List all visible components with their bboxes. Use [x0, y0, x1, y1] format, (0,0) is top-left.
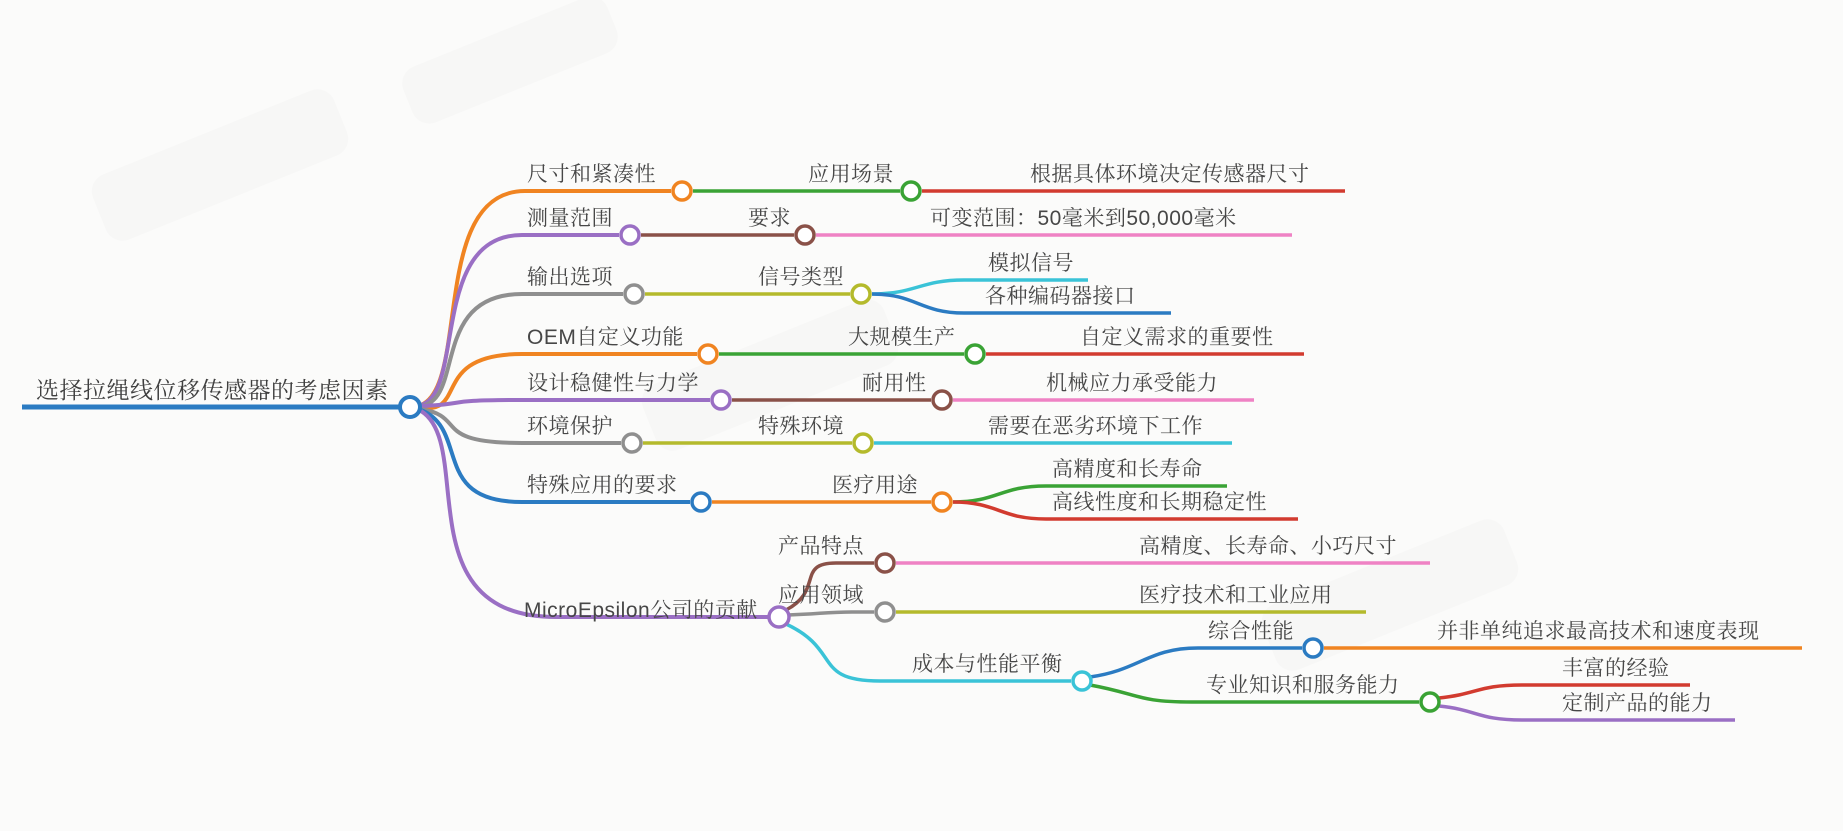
- leaf-medical-industrial[interactable]: 医疗技术和工业应用: [1139, 584, 1333, 607]
- node-signal-type[interactable]: 信号类型: [758, 266, 844, 289]
- node-circle-environmental-protection[interactable]: [623, 434, 641, 452]
- leaf-variable-range[interactable]: 可变范围：50毫米到50,000毫米: [930, 207, 1237, 230]
- node-expertise-service[interactable]: 专业知识和服务能力: [1206, 674, 1400, 697]
- node-measurement-range[interactable]: 测量范围: [527, 207, 613, 230]
- leaf-high-precision-long-life[interactable]: 高精度和长寿命: [1052, 458, 1203, 481]
- leaf-high-linearity-stability[interactable]: 高线性度和长期稳定性: [1052, 491, 1267, 514]
- node-application-fields[interactable]: 应用领域: [778, 584, 864, 607]
- central-topic[interactable]: 选择拉绳线位移传感器的考虑因素: [36, 377, 389, 403]
- leaf-encoder-interfaces[interactable]: 各种编码器接口: [985, 285, 1136, 308]
- node-product-features[interactable]: 产品特点: [778, 535, 864, 558]
- node-size-compactness[interactable]: 尺寸和紧凑性: [527, 163, 656, 186]
- node-medical-use[interactable]: 医疗用途: [832, 474, 918, 497]
- node-requirement[interactable]: 要求: [748, 207, 791, 230]
- node-circle-microepsilon[interactable]: [769, 607, 789, 627]
- node-circle-size-compactness[interactable]: [673, 182, 691, 200]
- node-circle-cost-performance[interactable]: [1073, 672, 1091, 690]
- leaf-sensor-size-by-environment[interactable]: 根据具体环境决定传感器尺寸: [1030, 163, 1310, 186]
- leaf-product-feature-summary[interactable]: 高精度、长寿命、小巧尺寸: [1139, 535, 1397, 558]
- node-special-environment[interactable]: 特殊环境: [758, 415, 844, 438]
- line-application-fields: [788, 612, 874, 615]
- node-environmental-protection[interactable]: 环境保护: [527, 415, 613, 438]
- leaf-custom-product-capability[interactable]: 定制产品的能力: [1562, 692, 1713, 715]
- node-circle-signal-type[interactable]: [852, 285, 870, 303]
- leaf-customization-importance[interactable]: 自定义需求的重要性: [1080, 326, 1274, 349]
- node-circle-product-features[interactable]: [876, 554, 894, 572]
- node-circle-overall-performance[interactable]: [1304, 639, 1322, 657]
- node-design-robustness[interactable]: 设计稳健性与力学: [527, 372, 699, 395]
- node-circle-special-applications[interactable]: [692, 493, 710, 511]
- node-circle-durability[interactable]: [933, 391, 951, 409]
- node-circle-expertise-service[interactable]: [1421, 693, 1439, 711]
- node-output-options[interactable]: 输出选项: [527, 266, 613, 289]
- node-circle-oem-customization[interactable]: [699, 345, 717, 363]
- node-overall-performance[interactable]: 综合性能: [1208, 620, 1294, 643]
- node-cost-performance-balance[interactable]: 成本与性能平衡: [912, 653, 1063, 676]
- leaf-rich-experience[interactable]: 丰富的经验: [1562, 657, 1670, 680]
- node-circle-requirement[interactable]: [796, 226, 814, 244]
- node-durability[interactable]: 耐用性: [862, 372, 927, 395]
- branch-design-robustness: [421, 400, 710, 406]
- leaf-not-only-highest-tech[interactable]: 并非单纯追求最高技术和速度表现: [1437, 620, 1760, 643]
- node-application-scenario[interactable]: 应用场景: [808, 163, 894, 186]
- node-circle-central[interactable]: [400, 397, 420, 417]
- node-circle-output-options[interactable]: [625, 285, 643, 303]
- leaf-mechanical-stress[interactable]: 机械应力承受能力: [1046, 372, 1218, 395]
- node-circle-measurement-range[interactable]: [621, 226, 639, 244]
- node-oem-customization[interactable]: OEM自定义功能: [527, 326, 684, 349]
- node-circle-special-environment[interactable]: [854, 434, 872, 452]
- leaf-harsh-environment[interactable]: 需要在恶劣环境下工作: [988, 415, 1203, 438]
- node-special-applications[interactable]: 特殊应用的要求: [527, 474, 678, 497]
- node-microepsilon-contribution[interactable]: MicroEpsilon公司的贡献: [524, 599, 758, 622]
- node-mass-production[interactable]: 大规模生产: [848, 326, 956, 349]
- node-circle-mass-production[interactable]: [966, 345, 984, 363]
- node-circle-medical-use[interactable]: [933, 493, 951, 511]
- node-circle-application-scenario[interactable]: [902, 182, 920, 200]
- node-circle-design-robustness[interactable]: [712, 391, 730, 409]
- leaf-analog-signal[interactable]: 模拟信号: [988, 252, 1074, 275]
- node-circle-application-fields[interactable]: [876, 603, 894, 621]
